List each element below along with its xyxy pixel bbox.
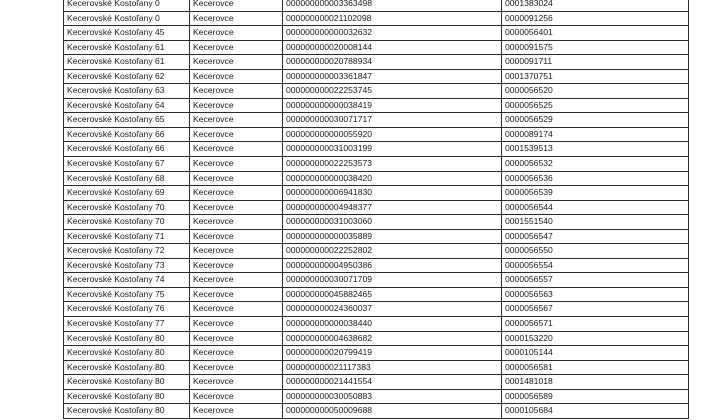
meter-id-cell: 000000000045882465 xyxy=(283,287,502,302)
municipality-cell: Kecerovce xyxy=(190,0,283,11)
meter-id-cell: 000000000021117383 xyxy=(283,360,502,375)
account-number-cell: 0000056536 xyxy=(502,171,689,186)
meter-id-cell: 000000000022253573 xyxy=(283,157,502,172)
street-address-cell: Kecerovské Kostoľany 80 xyxy=(64,360,190,375)
municipality-cell: Kecerovce xyxy=(190,171,283,186)
account-number-cell: 0001370751 xyxy=(502,69,689,84)
meter-id-cell: 000000000020799419 xyxy=(283,346,502,361)
street-address-cell: Kecerovské Kostoľany 75 xyxy=(64,287,190,302)
account-number-cell: 0000153220 xyxy=(502,331,689,346)
table-row xyxy=(64,375,689,390)
table-row xyxy=(64,346,689,361)
street-address-cell: Kecerovské Kostoľany 71 xyxy=(64,229,190,244)
account-number-cell: 0000056520 xyxy=(502,84,689,99)
table-row xyxy=(64,69,689,84)
meter-id-cell: 000000000024360037 xyxy=(283,302,502,317)
municipality-cell: Kecerovce xyxy=(190,389,283,404)
meter-id-cell: 000000000003361847 xyxy=(283,69,502,84)
meter-id-cell: 000000000020788934 xyxy=(283,55,502,70)
table-row xyxy=(64,244,689,259)
account-number-cell: 0000056539 xyxy=(502,186,689,201)
municipality-cell: Kecerovce xyxy=(190,40,283,55)
meter-id-cell: 000000000006941830 xyxy=(283,186,502,201)
account-number-cell: 0000056554 xyxy=(502,258,689,273)
street-address-cell: Kecerovské Kostoľany 80 xyxy=(64,389,190,404)
table-row xyxy=(64,127,689,142)
street-address-cell: Kecerovské Kostoľany 62 xyxy=(64,69,190,84)
street-address-cell: Kecerovské Kostoľany 61 xyxy=(64,40,190,55)
street-address-cell: Kecerovské Kostoľany 70 xyxy=(64,215,190,230)
meter-id-cell: 000000000004948377 xyxy=(283,200,502,215)
account-number-cell: 0000105684 xyxy=(502,404,689,419)
street-address-cell: Kecerovské Kostoľany 73 xyxy=(64,258,190,273)
account-number-cell: 0000091711 xyxy=(502,55,689,70)
street-address-cell: Kecerovské Kostoľany 80 xyxy=(64,346,190,361)
street-address-cell: Kecerovské Kostoľany 0 xyxy=(64,11,190,26)
municipality-cell: Kecerovce xyxy=(190,11,283,26)
table-row xyxy=(64,186,689,201)
meter-id-cell: 000000000021441554 xyxy=(283,375,502,390)
street-address-cell: Kecerovské Kostoľany 63 xyxy=(64,84,190,99)
account-number-cell: 0000091575 xyxy=(502,40,689,55)
municipality-cell: Kecerovce xyxy=(190,331,283,346)
table-row xyxy=(64,113,689,128)
municipality-cell: Kecerovce xyxy=(190,69,283,84)
account-number-cell: 0000056571 xyxy=(502,317,689,332)
street-address-cell: Kecerovské Kostoľany 66 xyxy=(64,142,190,157)
address-table xyxy=(63,0,689,419)
table-row xyxy=(64,360,689,375)
table-row xyxy=(64,84,689,99)
meter-id-cell: 000000000020008144 xyxy=(283,40,502,55)
meter-id-cell: 000000000000038420 xyxy=(283,171,502,186)
street-address-cell: Kecerovské Kostoľany 77 xyxy=(64,317,190,332)
street-address-cell: Kecerovské Kostoľany 74 xyxy=(64,273,190,288)
account-number-cell: 0000056557 xyxy=(502,273,689,288)
street-address-cell: Kecerovské Kostoľany 0 xyxy=(64,0,190,11)
account-number-cell: 0000089174 xyxy=(502,127,689,142)
account-number-cell: 0000056547 xyxy=(502,229,689,244)
meter-id-cell: 000000000000038419 xyxy=(283,98,502,113)
municipality-cell: Kecerovce xyxy=(190,157,283,172)
street-address-cell: Kecerovské Kostoľany 68 xyxy=(64,171,190,186)
municipality-cell: Kecerovce xyxy=(190,258,283,273)
street-address-cell: Kecerovské Kostoľany 72 xyxy=(64,244,190,259)
account-number-cell: 0000056567 xyxy=(502,302,689,317)
municipality-cell: Kecerovce xyxy=(190,186,283,201)
municipality-cell: Kecerovce xyxy=(190,404,283,419)
table-row xyxy=(64,26,689,41)
table-row xyxy=(64,302,689,317)
street-address-cell: Kecerovské Kostoľany 69 xyxy=(64,186,190,201)
meter-id-cell: 000000000004950386 xyxy=(283,258,502,273)
table-body xyxy=(64,0,689,418)
table-row xyxy=(64,215,689,230)
account-number-cell: 0000056581 xyxy=(502,360,689,375)
municipality-cell: Kecerovce xyxy=(190,127,283,142)
street-address-cell: Kecerovské Kostoľany 64 xyxy=(64,98,190,113)
table-row xyxy=(64,0,689,11)
meter-id-cell: 000000000021102098 xyxy=(283,11,502,26)
street-address-cell: Kecerovské Kostoľany 67 xyxy=(64,157,190,172)
municipality-cell: Kecerovce xyxy=(190,273,283,288)
street-address-cell: Kecerovské Kostoľany 80 xyxy=(64,404,190,419)
street-address-cell: Kecerovské Kostoľany 80 xyxy=(64,331,190,346)
account-number-cell: 0000091256 xyxy=(502,11,689,26)
table-row xyxy=(64,98,689,113)
table-row xyxy=(64,229,689,244)
municipality-cell: Kecerovce xyxy=(190,317,283,332)
table-row xyxy=(64,258,689,273)
municipality-cell: Kecerovce xyxy=(190,84,283,99)
meter-id-cell: 000000000000038440 xyxy=(283,317,502,332)
table-row xyxy=(64,200,689,215)
meter-id-cell: 000000000031003060 xyxy=(283,215,502,230)
meter-id-cell: 000000000000035889 xyxy=(283,229,502,244)
municipality-cell: Kecerovce xyxy=(190,229,283,244)
meter-id-cell: 000000000030071717 xyxy=(283,113,502,128)
municipality-cell: Kecerovce xyxy=(190,215,283,230)
table-row xyxy=(64,142,689,157)
meter-id-cell: 000000000000055920 xyxy=(283,127,502,142)
municipality-cell: Kecerovce xyxy=(190,346,283,361)
municipality-cell: Kecerovce xyxy=(190,244,283,259)
street-address-cell: Kecerovské Kostoľany 80 xyxy=(64,375,190,390)
meter-id-cell: 000000000004638682 xyxy=(283,331,502,346)
meter-id-cell: 000000000031003199 xyxy=(283,142,502,157)
municipality-cell: Kecerovce xyxy=(190,26,283,41)
municipality-cell: Kecerovce xyxy=(190,142,283,157)
street-address-cell: Kecerovské Kostoľany 61 xyxy=(64,55,190,70)
municipality-cell: Kecerovce xyxy=(190,98,283,113)
municipality-cell: Kecerovce xyxy=(190,375,283,390)
table-row xyxy=(64,11,689,26)
meter-id-cell: 000000000003363498 xyxy=(283,0,502,11)
table-row xyxy=(64,389,689,404)
municipality-cell: Kecerovce xyxy=(190,55,283,70)
municipality-cell: Kecerovce xyxy=(190,113,283,128)
account-number-cell: 0001481018 xyxy=(502,375,689,390)
account-number-cell: 0001539513 xyxy=(502,142,689,157)
account-number-cell: 0000105144 xyxy=(502,346,689,361)
street-address-cell: Kecerovské Kostoľany 45 xyxy=(64,26,190,41)
account-number-cell: 0000056529 xyxy=(502,113,689,128)
account-number-cell: 0001383024 xyxy=(502,0,689,11)
meter-id-cell: 000000000000032632 xyxy=(283,26,502,41)
street-address-cell: Kecerovské Kostoľany 65 xyxy=(64,113,190,128)
account-number-cell: 0001551540 xyxy=(502,215,689,230)
meter-id-cell: 000000000022253745 xyxy=(283,84,502,99)
table-row xyxy=(64,331,689,346)
street-address-cell: Kecerovské Kostoľany 66 xyxy=(64,127,190,142)
account-number-cell: 0000056532 xyxy=(502,157,689,172)
table-row xyxy=(64,273,689,288)
account-number-cell: 0000056525 xyxy=(502,98,689,113)
meter-id-cell: 000000000030050883 xyxy=(283,389,502,404)
account-number-cell: 0000056550 xyxy=(502,244,689,259)
table-row xyxy=(64,55,689,70)
meter-id-cell: 000000000030071709 xyxy=(283,273,502,288)
municipality-cell: Kecerovce xyxy=(190,287,283,302)
table-row xyxy=(64,171,689,186)
municipality-cell: Kecerovce xyxy=(190,302,283,317)
account-number-cell: 0000056563 xyxy=(502,287,689,302)
table-row xyxy=(64,317,689,332)
account-number-cell: 0000056401 xyxy=(502,26,689,41)
meter-id-cell: 000000000022252802 xyxy=(283,244,502,259)
street-address-cell: Kecerovské Kostoľany 70 xyxy=(64,200,190,215)
account-number-cell: 0000056544 xyxy=(502,200,689,215)
table-row xyxy=(64,40,689,55)
table-row xyxy=(64,157,689,172)
meter-id-cell: 000000000050009688 xyxy=(283,404,502,419)
account-number-cell: 0000056589 xyxy=(502,389,689,404)
municipality-cell: Kecerovce xyxy=(190,200,283,215)
table-row xyxy=(64,287,689,302)
table-row xyxy=(64,404,689,419)
municipality-cell: Kecerovce xyxy=(190,360,283,375)
street-address-cell: Kecerovské Kostoľany 76 xyxy=(64,302,190,317)
